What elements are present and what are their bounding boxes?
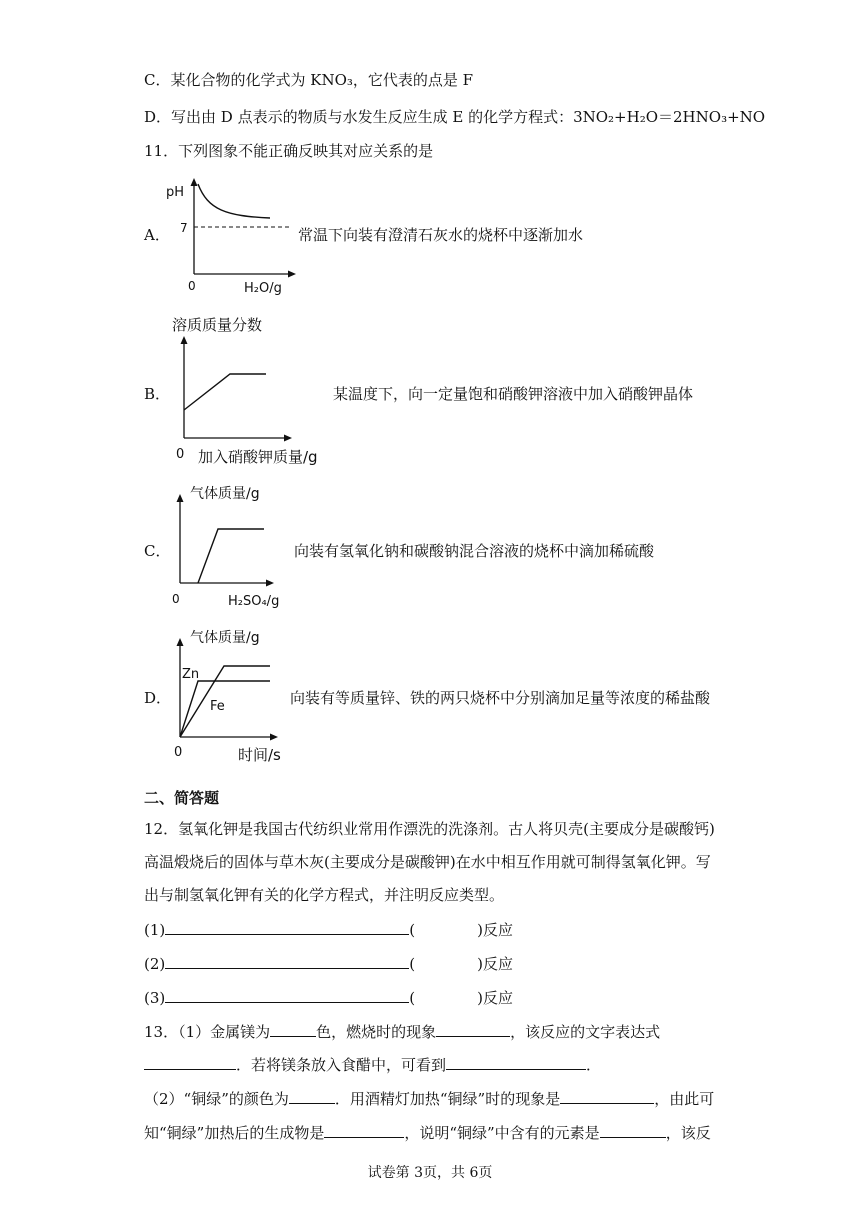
q11-c-desc: 向装有氢氧化钠和碳酸钠混合溶液的烧杯中滴加稀硫酸 — [294, 542, 655, 560]
q13-blank-color[interactable] — [270, 1020, 316, 1037]
q12-item-3: (3) ( )反应 — [144, 986, 513, 1008]
q12-item-2: (2) ( )反应 — [144, 952, 513, 974]
q12-item-1-num: (1) — [144, 921, 166, 939]
d-ylabel: 气体质量/g — [190, 630, 260, 646]
d-series-zn: Zn — [182, 667, 200, 682]
d-origin: 0 — [174, 745, 183, 760]
q11-stem: 11．下列图象不能正确反映其对应关系的是 — [144, 142, 434, 160]
section-title: 二、简答题 — [144, 789, 220, 807]
q10-option-d: D．写出由 D 点表示的物质与水发生反应生成 E 的化学方程式：3NO₂+H₂O＝2HNO₃+NO — [144, 108, 766, 126]
q12-blank-3[interactable] — [165, 986, 409, 1003]
q13-blank-phenomenon[interactable] — [436, 1020, 510, 1037]
q12-line2: 高温煅烧后的固体与草木灰(主要成分是碳酸钾)在水中相互作用就可制得氢氧化钾。写 — [144, 853, 711, 871]
q10-option-c: C．某化合物的化学式为 KNO₃，它代表的点是 F — [144, 71, 474, 89]
q11-a-label: A． — [144, 226, 170, 244]
q13-blank-tonglu-color[interactable] — [289, 1087, 335, 1104]
q13-blank-expression[interactable] — [144, 1053, 236, 1070]
q11-a-desc: 常温下向装有澄清石灰水的烧杯中逐渐加水 — [298, 226, 584, 244]
q12-item-2-num: (2) — [144, 955, 166, 973]
q12-blank-2[interactable] — [165, 952, 409, 969]
page-footer: 试卷第 3页，共 6页 — [367, 1165, 493, 1181]
q12-line3: 出与制氢氧化钾有关的化学方程式，并注明反应类型。 — [144, 886, 505, 904]
q12-blank-1[interactable] — [165, 918, 409, 935]
b-ylabel: 溶质质量分数 — [172, 316, 263, 334]
q13-blank-products[interactable] — [324, 1121, 404, 1138]
a-origin: 0 — [188, 279, 196, 293]
q13-blank-observe[interactable] — [446, 1053, 586, 1070]
q13-line2: ．若将镁条放入食醋中，可看到 ． — [144, 1053, 601, 1075]
b-origin: 0 — [176, 447, 185, 462]
b-xlabel: 加入硝酸钾质量/g — [198, 448, 318, 466]
q12-line1: 12．氢氧化钾是我国古代纺织业常用作漂洗的洗涤剂。古人将贝壳(主要成分是碳酸钙) — [144, 820, 715, 838]
c-origin: 0 — [172, 592, 180, 606]
q13-line1: 13．（1）金属镁为 色，燃烧时的现象 ，该反应的文字表达式 — [144, 1020, 660, 1042]
q11-b-desc: 某温度下，向一定量饱和硝酸钾溶液中加入硝酸钾晶体 — [333, 385, 694, 403]
a-xlabel: H₂O/g — [244, 281, 282, 296]
q11-a-figure — [160, 172, 300, 306]
q11-d-label: D． — [144, 689, 172, 707]
d-xlabel: 时间/s — [238, 746, 281, 764]
q11-b-label: B． — [144, 385, 171, 403]
a-ytick: 7 — [180, 221, 188, 235]
q11-c-figure — [168, 480, 298, 619]
d-series-fe: Fe — [210, 699, 225, 714]
q11-d-figure — [168, 624, 298, 773]
q11-d-desc: 向装有等质量锌、铁的两只烧杯中分别滴加足量等浓度的稀盐酸 — [290, 689, 711, 707]
c-ylabel: 气体质量/g — [190, 486, 260, 502]
q11-c-label: C． — [144, 542, 171, 560]
c-xlabel: H₂SO₄/g — [228, 594, 280, 609]
q13-line3: （2）“铜绿”的颜色为 ．用酒精灯加热“铜绿”时的现象是 ，由此可 — [144, 1087, 714, 1109]
q12-item-1: (1) ( )反应 — [144, 918, 513, 940]
q12-item-3-num: (3) — [144, 989, 166, 1007]
q13-blank-elements[interactable] — [600, 1121, 666, 1138]
q13-line4: 知“铜绿”加热后的生成物是 ，说明“铜绿”中含有的元素是 ，该反 — [144, 1121, 711, 1143]
a-ylabel: pH — [166, 185, 185, 200]
q13-blank-heat-phenomenon[interactable] — [560, 1087, 654, 1104]
q11-b-figure — [168, 312, 338, 476]
